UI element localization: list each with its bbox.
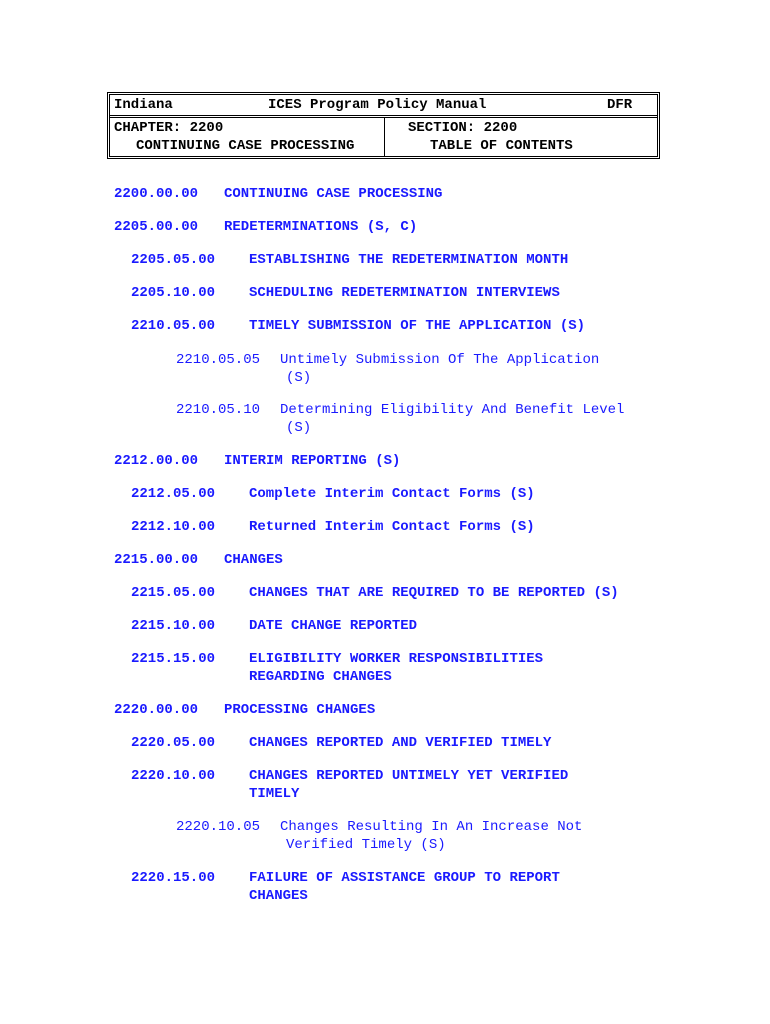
toc-entry-title-line: CHANGES THAT ARE REQUIRED TO BE REPORTED (S)	[249, 585, 619, 601]
toc-entry-number: 2210.05.00	[131, 318, 216, 334]
toc-entry-title-line: Determining Eligibility And Benefit Level	[280, 402, 625, 418]
toc-entry-title-line: CHANGES	[224, 552, 283, 568]
toc-entry-title-line: INTERIM REPORTING (S)	[224, 453, 401, 469]
toc-entry-title-line: (S)	[286, 420, 312, 436]
toc-entry-number: 2215.15.00	[131, 651, 216, 667]
toc-entry-title	[224, 185, 442, 203]
toc-entry-title	[224, 701, 375, 719]
toc-entry-title	[249, 869, 560, 905]
toc-entry-title-line: (S)	[286, 370, 312, 386]
toc-entry-title-line: Verified Timely (S)	[286, 837, 446, 853]
toc-entry-title	[249, 284, 560, 302]
toc-entry-number: 2220.10.00	[131, 768, 216, 784]
toc-entry-title-line: REGARDING CHANGES	[249, 669, 392, 685]
section-number: SECTION: 2200	[408, 120, 518, 136]
section-title: TABLE OF CONTENTS	[430, 138, 573, 154]
toc-entry-title-line: Complete Interim Contact Forms (S)	[249, 486, 535, 502]
toc-entry-title-line: Untimely Submission Of The Application	[280, 352, 600, 368]
toc-entry-title-line: ELIGIBILITY WORKER RESPONSIBILITIES	[249, 651, 544, 667]
toc-entry-number: 2210.05.10	[176, 402, 261, 418]
toc-entry-title	[224, 551, 283, 569]
toc-entry-title	[249, 317, 585, 335]
toc-entry-title-line: DATE CHANGE REPORTED	[249, 618, 418, 634]
toc-entry-title-line: Changes Resulting In An Increase Not	[280, 819, 583, 835]
toc-entry-title-line: CHANGES	[249, 888, 308, 904]
toc-entry-title	[249, 767, 568, 803]
toc-entry-title	[224, 452, 400, 470]
toc-entry-title-line: CHANGES REPORTED AND VERIFIED TIMELY	[249, 735, 552, 751]
toc-entry-title	[249, 617, 417, 635]
toc-entry-title	[249, 518, 535, 536]
toc-entry-title	[280, 401, 624, 437]
header-chapter-row	[110, 118, 657, 156]
toc-entry-number: 2205.05.00	[131, 252, 216, 268]
agency-code: DFR	[607, 97, 633, 113]
toc-entry-number: 2200.00.00	[114, 186, 199, 202]
toc-entry-number: 2215.00.00	[114, 552, 199, 568]
toc-entry-title	[224, 218, 417, 236]
toc-entry-title-line: REDETERMINATIONS (S, C)	[224, 219, 418, 235]
header-divider	[384, 118, 385, 156]
toc-entry-number: 2215.05.00	[131, 585, 216, 601]
toc-entry-number: 2212.00.00	[114, 453, 199, 469]
chapter-number: CHAPTER: 2200	[114, 120, 224, 136]
toc-entry-title	[249, 251, 568, 269]
toc-entry-title	[280, 351, 599, 387]
toc-entry-number: 2220.00.00	[114, 702, 199, 718]
toc-entry-title-line: PROCESSING CHANGES	[224, 702, 376, 718]
toc-entry-title-line: SCHEDULING REDETERMINATION INTERVIEWS	[249, 285, 560, 301]
toc-entry-title	[249, 584, 619, 602]
toc-entry-number: 2212.05.00	[131, 486, 216, 502]
toc-entry-title	[249, 734, 551, 752]
toc-entry-number: 2205.00.00	[114, 219, 199, 235]
toc-entry-number: 2212.10.00	[131, 519, 216, 535]
toc-entry-title-line: Returned Interim Contact Forms (S)	[249, 519, 535, 535]
toc-entry-title-line: FAILURE OF ASSISTANCE GROUP TO REPORT	[249, 870, 560, 886]
state-name: Indiana	[114, 97, 173, 113]
toc-entry-number: 2215.10.00	[131, 618, 216, 634]
header-title-row	[110, 95, 657, 118]
toc-entry-title-line: TIMELY SUBMISSION OF THE APPLICATION (S)	[249, 318, 586, 334]
toc-entry-number: 2220.15.00	[131, 870, 216, 886]
toc-entry-number: 2220.05.00	[131, 735, 216, 751]
chapter-title: CONTINUING CASE PROCESSING	[136, 138, 355, 154]
toc-entry-number: 2205.10.00	[131, 285, 216, 301]
toc-entry-number: 2220.10.05	[176, 819, 261, 835]
toc-entry-title	[249, 485, 535, 503]
toc-entry-title-line: CONTINUING CASE PROCESSING	[224, 186, 443, 202]
toc-entry-title-line: ESTABLISHING THE REDETERMINATION MONTH	[249, 252, 569, 268]
toc-entry-title-line: TIMELY	[249, 786, 300, 802]
document-header	[107, 92, 660, 159]
toc-entry-number: 2210.05.05	[176, 352, 261, 368]
toc-entry-title-line: CHANGES REPORTED UNTIMELY YET VERIFIED	[249, 768, 569, 784]
manual-title: ICES Program Policy Manual	[268, 97, 487, 113]
toc-entry-title	[280, 818, 582, 854]
toc-entry-title	[249, 650, 543, 686]
